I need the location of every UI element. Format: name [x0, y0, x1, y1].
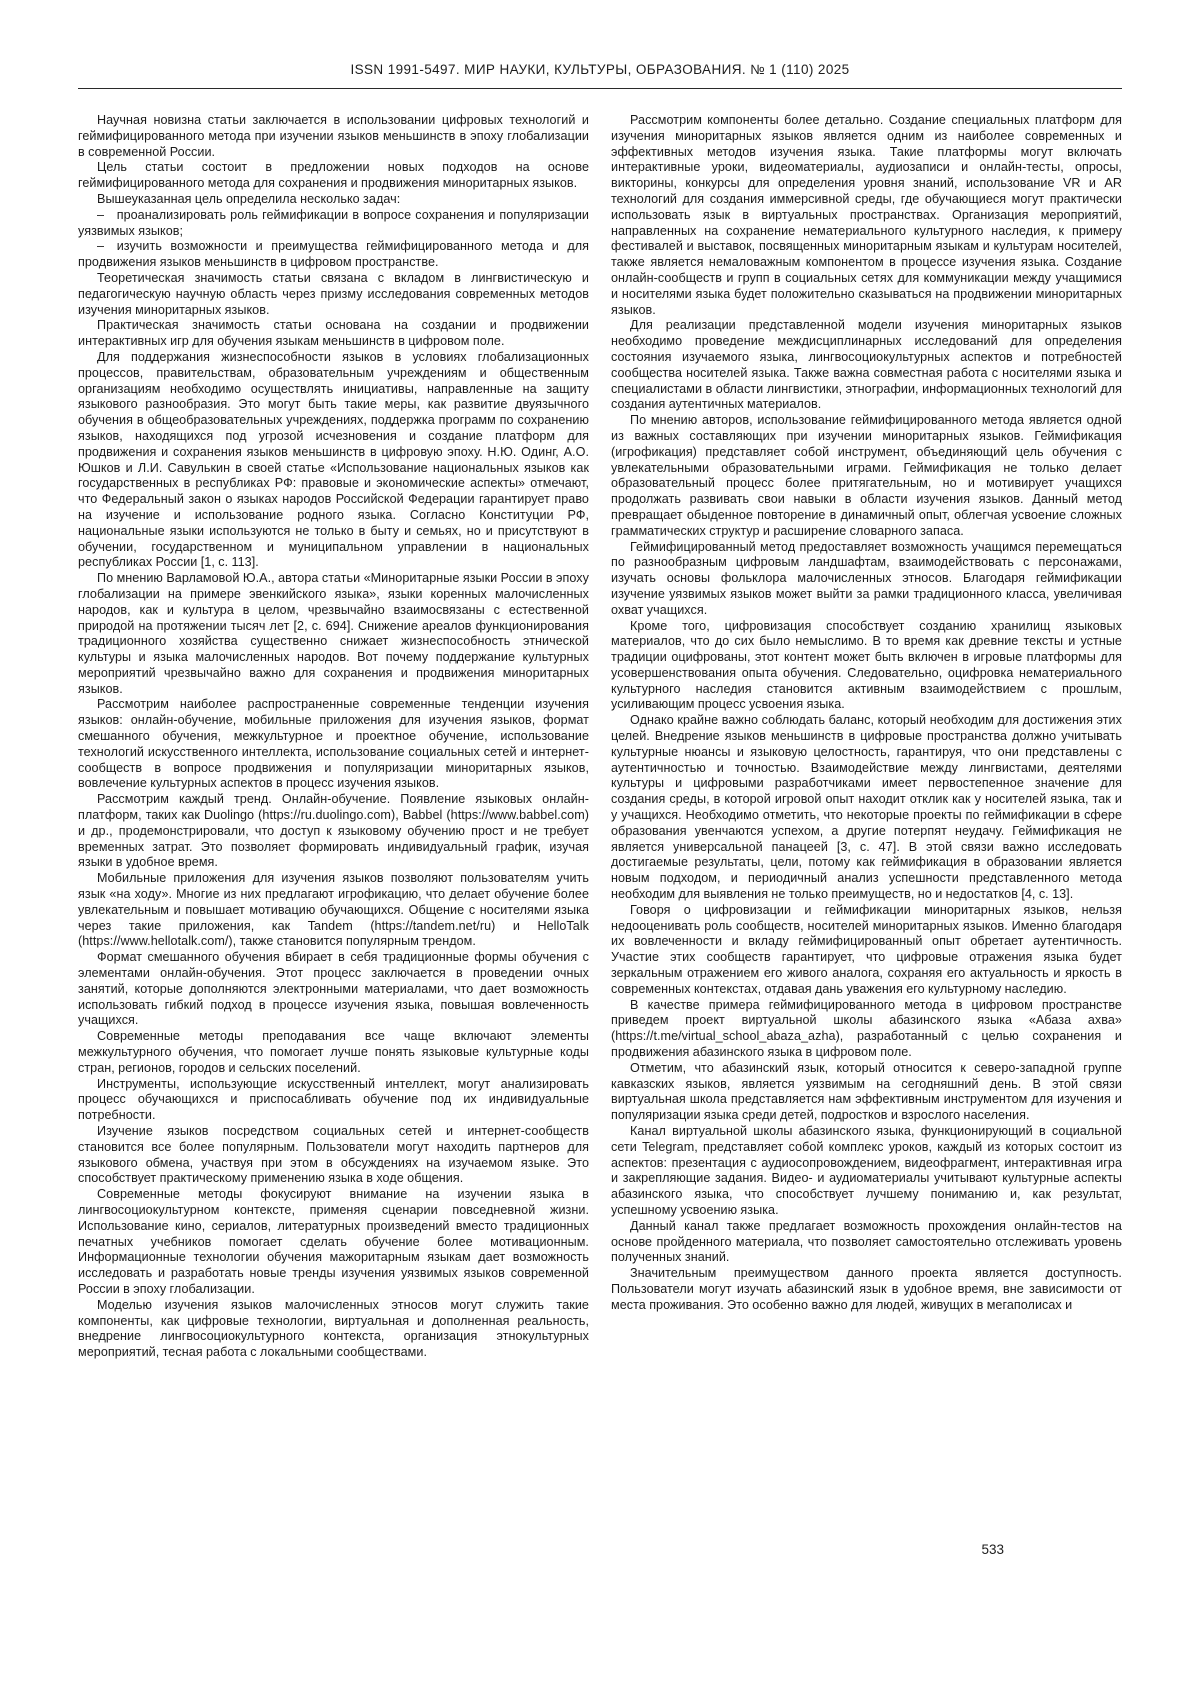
journal-issue-title: ISSN 1991-5497. МИР НАУКИ, КУЛЬТУРЫ, ОБРАЗОВАНИЯ. № 1 (110) 2025 — [350, 62, 850, 77]
paragraph: Формат смешанного обучения вбирает в себя традиционные формы обучения с элементами онлайн-обучения. Этот процесс заключается в проведении очных занятий, которые дополняются электронными материалами, что дает возможность использовать гибкий подход в процессе изучения языка, повышая вовлеченность учащихся. — [78, 950, 589, 1028]
paragraph: Геймифицированный метод предоставляет возможность учащимся перемещаться по разнообразным цифровым ландшафтам, взаимодействовать с персонажами, изучать основы фольклора малочисленных этносов. Благодаря геймификации изучение уязвимых языков может выйти за рамки традиционного класса, увеличивая охват учащихся. — [611, 539, 1122, 617]
paragraph: Цель статьи состоит в предложении новых подходов на основе геймифицированного метода для сохранения и продвижения миноритарных языков. — [78, 160, 589, 191]
paragraph: Канал виртуальной школы абазинского языка, функционирующий в социальной сети Telegram, представляет собой комплекс уроков, каждый из которых состоит из аспектов: презентация с аудиосопровождением, видеофрагмент, интерактивная игра и закрепляющие задания. Видео- и аудиоматериалы учитывают культурные аспекты абазинского языка, что способствует лучшему пониманию и, как результат, успешному усвоению языка. — [611, 1124, 1122, 1217]
paragraph: Мобильные приложения для изучения языков позволяют пользователям учить язык «на ходу». Многие из них предлагают игрофикацию, что делает обучение более увлекательным и повышает мотивацию обучающихся. Общение с носителями языка через такие приложения, как Tandem (https://tandem.net/ru) и HelloTalk (https://www.hellotalk.com/), также становится популярным трендом. — [78, 871, 589, 949]
paragraph: Научная новизна статьи заключается в использовании цифровых технологий и геймифицированного метода при изучении языков меньшинств в эпоху глобализации в современной России. — [78, 113, 589, 159]
header-rule — [78, 88, 1122, 89]
paragraph: Рассмотрим каждый тренд. Онлайн-обучение. Появление языковых онлайн-платформ, таких как Duolingo (https://ru.duolingo.com), Babbel (https://www.babbel.com) и др., продемонстрировали, что доступ к языковому обучению прост и не требует временных затрат. Это позволяет формировать индивидуальный график, изучая языки в удобное время. — [78, 792, 589, 870]
paragraph: Отметим, что абазинский язык, который относится к северо-западной группе кавказских языков, является уязвимым на сегодняшний день. В этой связи виртуальная школа представляется нам эффективным инструментом для изучения и популяризации языка среди детей, подростков и взрослого населения. — [611, 1060, 1122, 1123]
paragraph: По мнению Варламовой Ю.А., автора статьи «Миноритарные языки России в эпоху глобализации на примере эвенкийского языка», языки коренных малочисленных народов, как и культура в целом, чрезвычайно взаимосвязаны с естественной природой на протяжении тысяч лет [2, с. 694]. Снижение ареалов функционирования традиционного хозяйства существенно снижает жизнеспособность этнической культуры и языка малочисленных народов. Вот почему поддержание культурных мероприятий чрезвычайно важно для сохранения и продвижения миноритарных языков. — [78, 571, 589, 696]
paragraph: Теоретическая значимость статьи связана с вкладом в лингвистическую и педагогическую научную область через призму исследования современных методов изучения миноритарных языков. — [78, 270, 589, 317]
paragraph: Для поддержания жизнеспособности языков в условиях глобализационных процессов, правительствам, образовательным учреждениям и общественным организациям необходимо осуществлять инициативы, направленные на защиту языкового разнообразия. Это могут быть такие меры, как развитие двуязычного обучения в общеобразовательных учреждениях, поддержка программ по сохранению языков, находящихся под угрозой исчезновения и создание платформ для продвижения и сохранения языков меньшинств в цифровую эпоху. Н.Ю. Одинг, А.О. Юшков и Л.И. Савулькин в своей статье «Использование национальных языков как государственных в республиках РФ: правовые и экономические аспекты» отмечают, что Федеральный закон о языках народов Российской Федерации гарантирует право на изучение и использование родного языка. Согласно Конституции РФ, национальные языки используются не только в быту и семьях, но и присутствуют в обучении, государственном и муниципальном управлении в национальных республиках России [1, с. 113]. — [78, 349, 589, 570]
left-column — [78, 113, 589, 1361]
paragraph: По мнению авторов, использование геймифицированного метода является одной из важных составляющих при изучении миноритарных языков. Геймификация (игрофикация) представляет собой инструмент, объединяющий цель обучения с увлекательными образовательными играми. Геймификация не только делает образовательный процесс более притягательным, но и мотивирует учащихся продолжать развивать свои навыки в области изучения языков. Данный метод превращает обыденное повторение в динамичный опыт, облегчая усвоение сложных грамматических структур и расширение словарного запаса. — [611, 413, 1122, 538]
paragraph: Говоря о цифровизации и геймификации миноритарных языков, нельзя недооценивать роль сообществ, носителей миноритарных языков. Именно благодаря их вовлеченности и вкладу геймифицированный опыт обретает аутентичность. Участие этих сообществ гарантирует, что цифровые отражения языка будет зеркальным отражением его живого аналога, сохраняя его актуальность и яркость в современных контекстах, отдавая дань уважения его культурному наследию. — [611, 902, 1122, 996]
page-header — [78, 62, 1122, 89]
page-number: 533 — [981, 1542, 1004, 1557]
paragraph: Рассмотрим наиболее распространенные современные тенденции изучения языков: онлайн-обучение, мобильные приложения для изучения языков, формат смешанного обучения, межкультурное и проектное обучение, использование технологий искусственного интеллекта, использование социальных сетей и интернет-сообществ в вопросе продвижения и популяризации миноритарных языков, вовлечение культурных аспектов в процесс изучения языков. — [78, 697, 589, 791]
paragraph: Моделью изучения языков малочисленных этносов могут служить такие компоненты, как цифровые технологии, виртуальная и дополненная реальность, внедрение лингвосоциокультурного контекста, организация этнокультурных мероприятий, тесная работа с локальными сообществами. — [78, 1297, 589, 1360]
paragraph: Для реализации представленной модели изучения миноритарных языков необходимо проведение междисциплинарных исследований для определения состояния изучаемого языка, лингвосоциокультурных аспектов и потребностей сообщества носителей языка. Также важна совместная работа с носителями языка и специалистами в области лингвистики, этнографии, информационных технологий для создания аутентичных материалов. — [611, 318, 1122, 412]
paragraph: – проанализировать роль геймификации в вопросе сохранения и популяризации уязвимых языков; — [78, 207, 589, 238]
paragraph: Вышеуказанная цель определила несколько задач: — [97, 191, 401, 206]
paragraph: Изучение языков посредством социальных сетей и интернет-сообществ становится все более популярным. Пользователи могут находить партнеров для языкового обмена, участвуя при этом в обсуждениях на изучаемом языке. Это способствует практическому применению языка в ходе общения. — [78, 1124, 589, 1186]
right-column — [611, 113, 1122, 1361]
paragraph: Рассмотрим компоненты более детально. Создание специальных платформ для изучения миноритарных языков является одним из наиболее современных и эффективных методов изучения языка. Такие платформы могут включать интерактивные уроки, видеоматериалы, аудиозаписи и онлайн-тесты, опросы, викторины, конкурсы для определения уровня знаний, использование VR и AR технологий для создания иммерсивной среды, где обучающиеся могут практически использовать язык в виртуальных пространствах. Организация мероприятий, направленных на сохранение нематериального культурного наследия, к примеру фестивалей и выставок, посвященных миноритарным языкам и культурам носителей, также является немаловажным компонентом в процессе изучения языка. Создание онлайн-сообществ и групп в социальных сетях для коммуникации между учащимися и носителями языка будет положительно сказываться на продвижении миноритарных языков. — [611, 113, 1122, 317]
paragraph: Значительным преимуществом данного проекта является доступность. Пользователи могут изучать абазинский язык в удобное время, вне зависимости от места проживания. Это особенно важно для людей, живущих в мегаполисах и — [611, 1266, 1122, 1312]
paragraph: Кроме того, цифровизация способствует созданию хранилищ языковых материалов, что до сих было немыслимо. В то время как древние тексты и устные традиции оцифрованы, этот контент может быть включен в игровые платформы для усовершенствования опыта обучения. Следовательно, оцифровка нематериального культурного наследия становится активным взаимодействием с прошлым, усиливающим процесс усвоения языка. — [611, 618, 1122, 712]
paragraph: Современные методы фокусируют внимание на изучении языка в лингвосоциокультурном контексте, применяя сценарии повседневной жизни. Использование кино, сериалов, литературных произведений вместо традиционных печатных учебников помогает сделать обучение более мотивационным. Информационные технологии обучения мажоритарным языкам дает возможность исследовать и разработать новые тренды изучения уязвимых языков современной России в эпоху глобализации. — [78, 1187, 589, 1296]
paragraph: Данный канал также предлагает возможность прохождения онлайн-тестов на основе пройденного материала, что позволяет самостоятельно отслеживать уровень полученных знаний. — [611, 1218, 1122, 1265]
paragraph: Современные методы преподавания все чаще включают элементы межкультурного обучения, что помогает лучше понять языковые культурные коды стран, регионов, городов и сельских поселений. — [78, 1029, 589, 1075]
paragraph: – изучить возможности и преимущества геймифицированного метода и для продвижения языков меньшинств в цифровом пространстве. — [78, 239, 589, 270]
paragraph: Практическая значимость статьи основана на создании и продвижении интерактивных игр для обучения языкам меньшинств в цифровом поле. — [78, 318, 589, 349]
paragraph: В качестве примера геймифицированного метода в цифровом пространстве приведем проект виртуальной школы абазинского языка «Абаза ахва» (https://t.me/virtual_school_abaza_azha), разработанный с целью сохранения и продвижения абазинского языка в цифровом поле. — [611, 997, 1122, 1060]
paragraph: Инструменты, использующие искусственный интеллект, могут анализировать процесс обучающихся и приспосабливать обучение под их индивидуальные потребности. — [78, 1076, 589, 1123]
article-body — [78, 113, 1122, 1361]
paragraph: Однако крайне важно соблюдать баланс, который необходим для достижения этих целей. Внедрение языков меньшинств в цифровые пространства должно учитывать культурные нюансы и языковую целостность, гарантируя, что они представлены с аутентичностью и точностью. Взаимодействие между лингвистами, деятелями культуры и цифровыми разработчиками имеет первостепенное значение для создания среды, в которой игровой опыт находит отклик как у носителей языка, так и у учащихся. Необходимо отметить, что некоторые проекты по геймификации в сфере образования увенчаются успехом, а другие потерпят неудачу. Геймификация не является универсальной панацеей [3, с. 47]. В этой связи важно исследовать достигаемые результаты, цели, потому как геймификация в образовании является новым подходом, и периодичный анализ успешности представленного метода необходим для выявления не только преимуществ, но и недостатков [4, с. 13]. — [611, 713, 1122, 902]
